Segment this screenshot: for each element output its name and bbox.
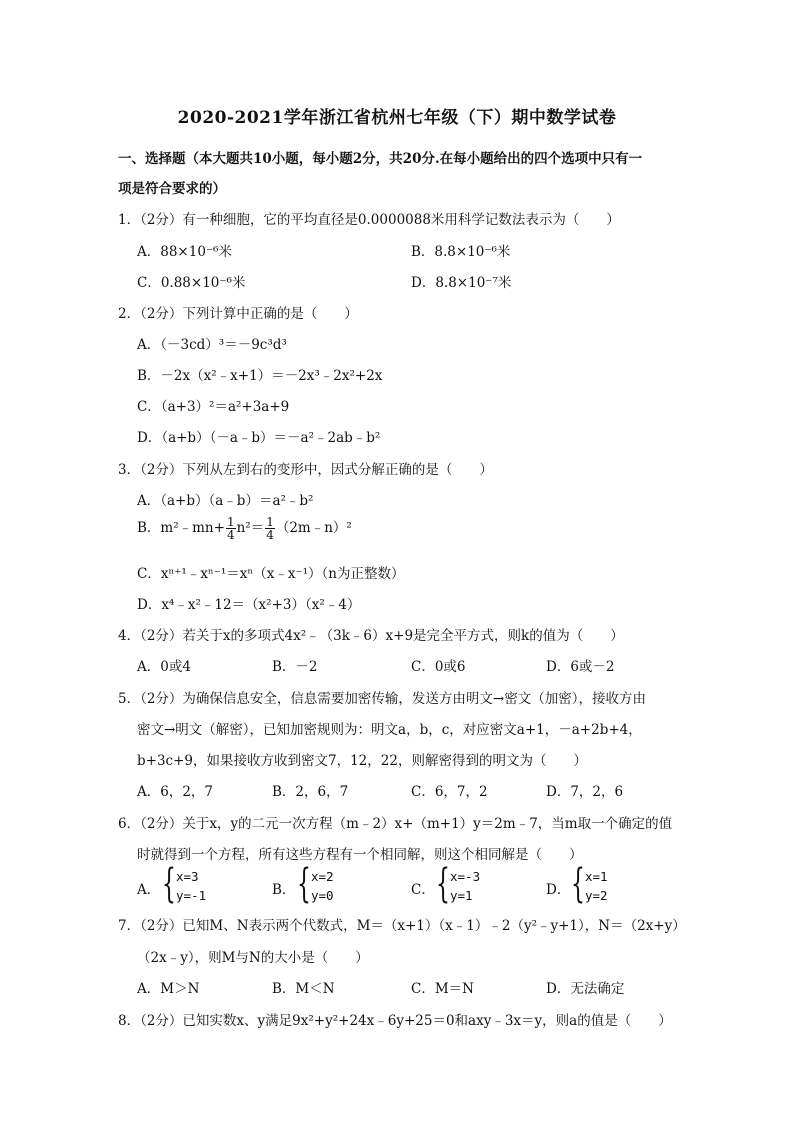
question-5-line2: 密文→明文（解密），已知加密规则为：明文a，b，c，对应密文a+1，－a+2b+4， (137, 722, 642, 738)
question-5-line1: 5．（2分）为确保信息安全，信息需要加密传输，发送方由明文→密文（加密），接收方由 (118, 691, 646, 707)
question-7-line1: 7．（2分）已知M、N表示两个代数式，M＝（x+1）（x﹣1）﹣2（y²﹣y+1），N＝（2x+y） (118, 918, 686, 934)
question-3-option-b (137, 516, 352, 541)
fraction-one-quarter: $\frac{1}{4}$ (226, 515, 235, 542)
question-3-option-d: D．x⁴﹣x²﹣12＝（x²+3）（x²﹣4） (137, 597, 361, 613)
question-7-option-d: D．无法确定 (546, 981, 625, 997)
question-1-option-c: C．0.88×10⁻⁶米 (137, 275, 246, 291)
question-3-option-c: C．xⁿ⁺¹﹣xⁿ⁻¹＝xⁿ（x﹣x⁻¹）（n为正整数） (137, 566, 405, 582)
question-6-line2: 时就得到一个方程，所有这些方程有一个相同解，则这个相同解是（ ） (137, 847, 583, 863)
question-4-option-c: C．0或6 (411, 659, 466, 675)
question-1-option-a: A．88×10⁻⁶米 (137, 244, 232, 260)
question-6-line1: 6．（2分）关于x，y的二元一次方程（m﹣2）x+（m+1）y＝2m﹣7，当m取一个确定的值 (118, 816, 673, 832)
question-5-option-a: A．6，2，7 (137, 784, 214, 800)
question-4-option-b: B．－2 (272, 659, 318, 675)
question-2-option-d: D．（a+b）（－a﹣b）＝－a²﹣2ab﹣b² (137, 430, 381, 446)
question-1-stem: 1．（2分）有一种细胞，它的平均直径是0.0000088米用科学记数法表示为（ ） (118, 212, 620, 228)
fraction-one-quarter-2: $\frac{1}{4}$ (266, 515, 274, 542)
question-2-option-a: A．（－3cd）³＝－9c³d³ (137, 337, 287, 353)
left-brace: { (436, 861, 450, 907)
question-4-stem: 4．（2分）若关于x的多项式4x²﹣（3k﹣6）x+9是完全平方式，则k的值为（ ） (118, 628, 624, 644)
question-2-option-b: B．－2x（x²﹣x+1）＝－2x³﹣2x²+2x (137, 368, 383, 384)
question-4-option-a: A．0或4 (137, 659, 191, 675)
section-heading-line1: 一、选择题（本大题共10小题，每小题2分，共20分.在每小题给出的四个选项中只有一 (118, 151, 643, 167)
section-heading-line2: 项是符合要求的） (118, 181, 226, 197)
question-1-option-d: D．8.8×10⁻⁷米 (411, 275, 512, 291)
question-1-option-b: B．8.8×10⁻⁶米 (411, 244, 511, 260)
left-brace: { (297, 861, 311, 907)
question-3-stem: 3．（2分）下列从左到右的变形中，因式分解正确的是（ ） (118, 462, 493, 478)
exam-page: 2020-2021学年浙江省杭州七年级（下）期中数学试卷 一、选择题（本大题共10小题，每小题2分，共20分.在每小题给出的四个选项中只有一 项是符合要求的） 1．（2分）有一种细胞，它的平均直径是0.0000088米用科学记数法表示为（ ） A．88×10⁻⁶米 B．8.8×10⁻⁶米 C．0.88×10⁻⁶米 D．8.8×10⁻⁷米 2．（2分）下列计算中正确的是（ ） A．（－3cd）³＝－9c³d³ B．－2x（x²﹣x+1）＝－2x³﹣2x²+2x C．（a+3）²＝a²+3a+9 D．（a+b）（－a﹣b）＝－a²﹣2ab﹣b² 3．（2分）下列从左到右的变形中，因式分解正确的是（ ） A．（a+b）（a﹣b）＝a²﹣b² B．m²﹣mn+ $\frac{1}{4}$ n²＝ $\frac{1}{4}$ （2m﹣n）² C．xⁿ⁺¹﹣xⁿ⁻¹＝xⁿ（x﹣x⁻¹）（n为正整数） D．x⁴﹣x²﹣12＝（x²+3）（x²﹣4） 4．（2分）若关于x的多项式4x²﹣（3k﹣6）x+9是完全平方式，则k的值为（ ） A．0或4 B．－2 C．0或6 D．6或－2 5．（2分）为确保信息安全，信息需要加密传输，发送方由明文→密文（加密），接收方由 密文→明文（解密），已知加密规则为：明文a，b，c，对应密文a+1，－a+2b+4， b+3c+9，如果接收方收到密文7，12，22，则解密得到的明文为（ ） A．6，2，7 B．2，6，7 C．6，7，2 D．7，2，6 6．（2分）关于x，y的二元一次方程（m﹣2）x+（m+1）y＝2m﹣7，当m取一个确定的值 时就得到一个方程，所有这些方程有一个相同解，则这个相同解是（ ） A． { x=3 y=-1 B． { x=2 y=0 C． { x=-3 y=1 D． { x=1 y=2 7．（2分）已知M、N表示两个代数式，M＝（x+1）（x﹣1）﹣2（y²﹣y+1），N＝（2x+y） （2x﹣y），则M与N的大小是（ ） A．M＞N B．M＜N C．M＝N D．无法确定 8．（2分）已知实数x、y满足9x²+y²+24x﹣6y+25＝0和axy﹣3x＝y，则a的值是（ ） (0, 0, 794, 1123)
left-brace: { (571, 861, 585, 907)
question-5-option-b: B．2，6，7 (272, 784, 349, 800)
question-7-line2: （2x﹣y），则M与N的大小是（ ） (137, 950, 369, 966)
question-5-option-c: C．6，7，2 (411, 784, 488, 800)
question-3-option-b-part1: B．m²﹣mn+ (137, 520, 225, 536)
left-brace: { (162, 861, 176, 907)
question-3-option-a: A．（a+b）（a﹣b）＝a²﹣b² (137, 493, 314, 509)
question-4-option-d: D．6或－2 (546, 659, 615, 675)
question-7-option-a: A．M＞N (137, 981, 200, 997)
question-7-option-c: C．M＝N (411, 981, 474, 997)
question-7-option-b: B．M＜N (272, 981, 335, 997)
question-2-stem: 2．（2分）下列计算中正确的是（ ） (118, 306, 358, 322)
question-2-option-c: C．（a+3）²＝a²+3a+9 (137, 399, 290, 415)
question-5-line3: b+3c+9，如果接收方收到密文7，12，22，则解密得到的明文为（ ） (137, 753, 587, 769)
question-3-option-b-part2: n²＝ (236, 520, 265, 536)
page-title: 2020-2021学年浙江省杭州七年级（下）期中数学试卷 (177, 108, 617, 128)
question-5-option-d: D．7，2，6 (546, 784, 624, 800)
question-3-option-b-part3: （2m﹣n）² (275, 520, 352, 536)
question-8-stem: 8．（2分）已知实数x、y满足9x²+y²+24x﹣6y+25＝0和axy﹣3x＝y，则a的值是（ ） (118, 1013, 672, 1029)
